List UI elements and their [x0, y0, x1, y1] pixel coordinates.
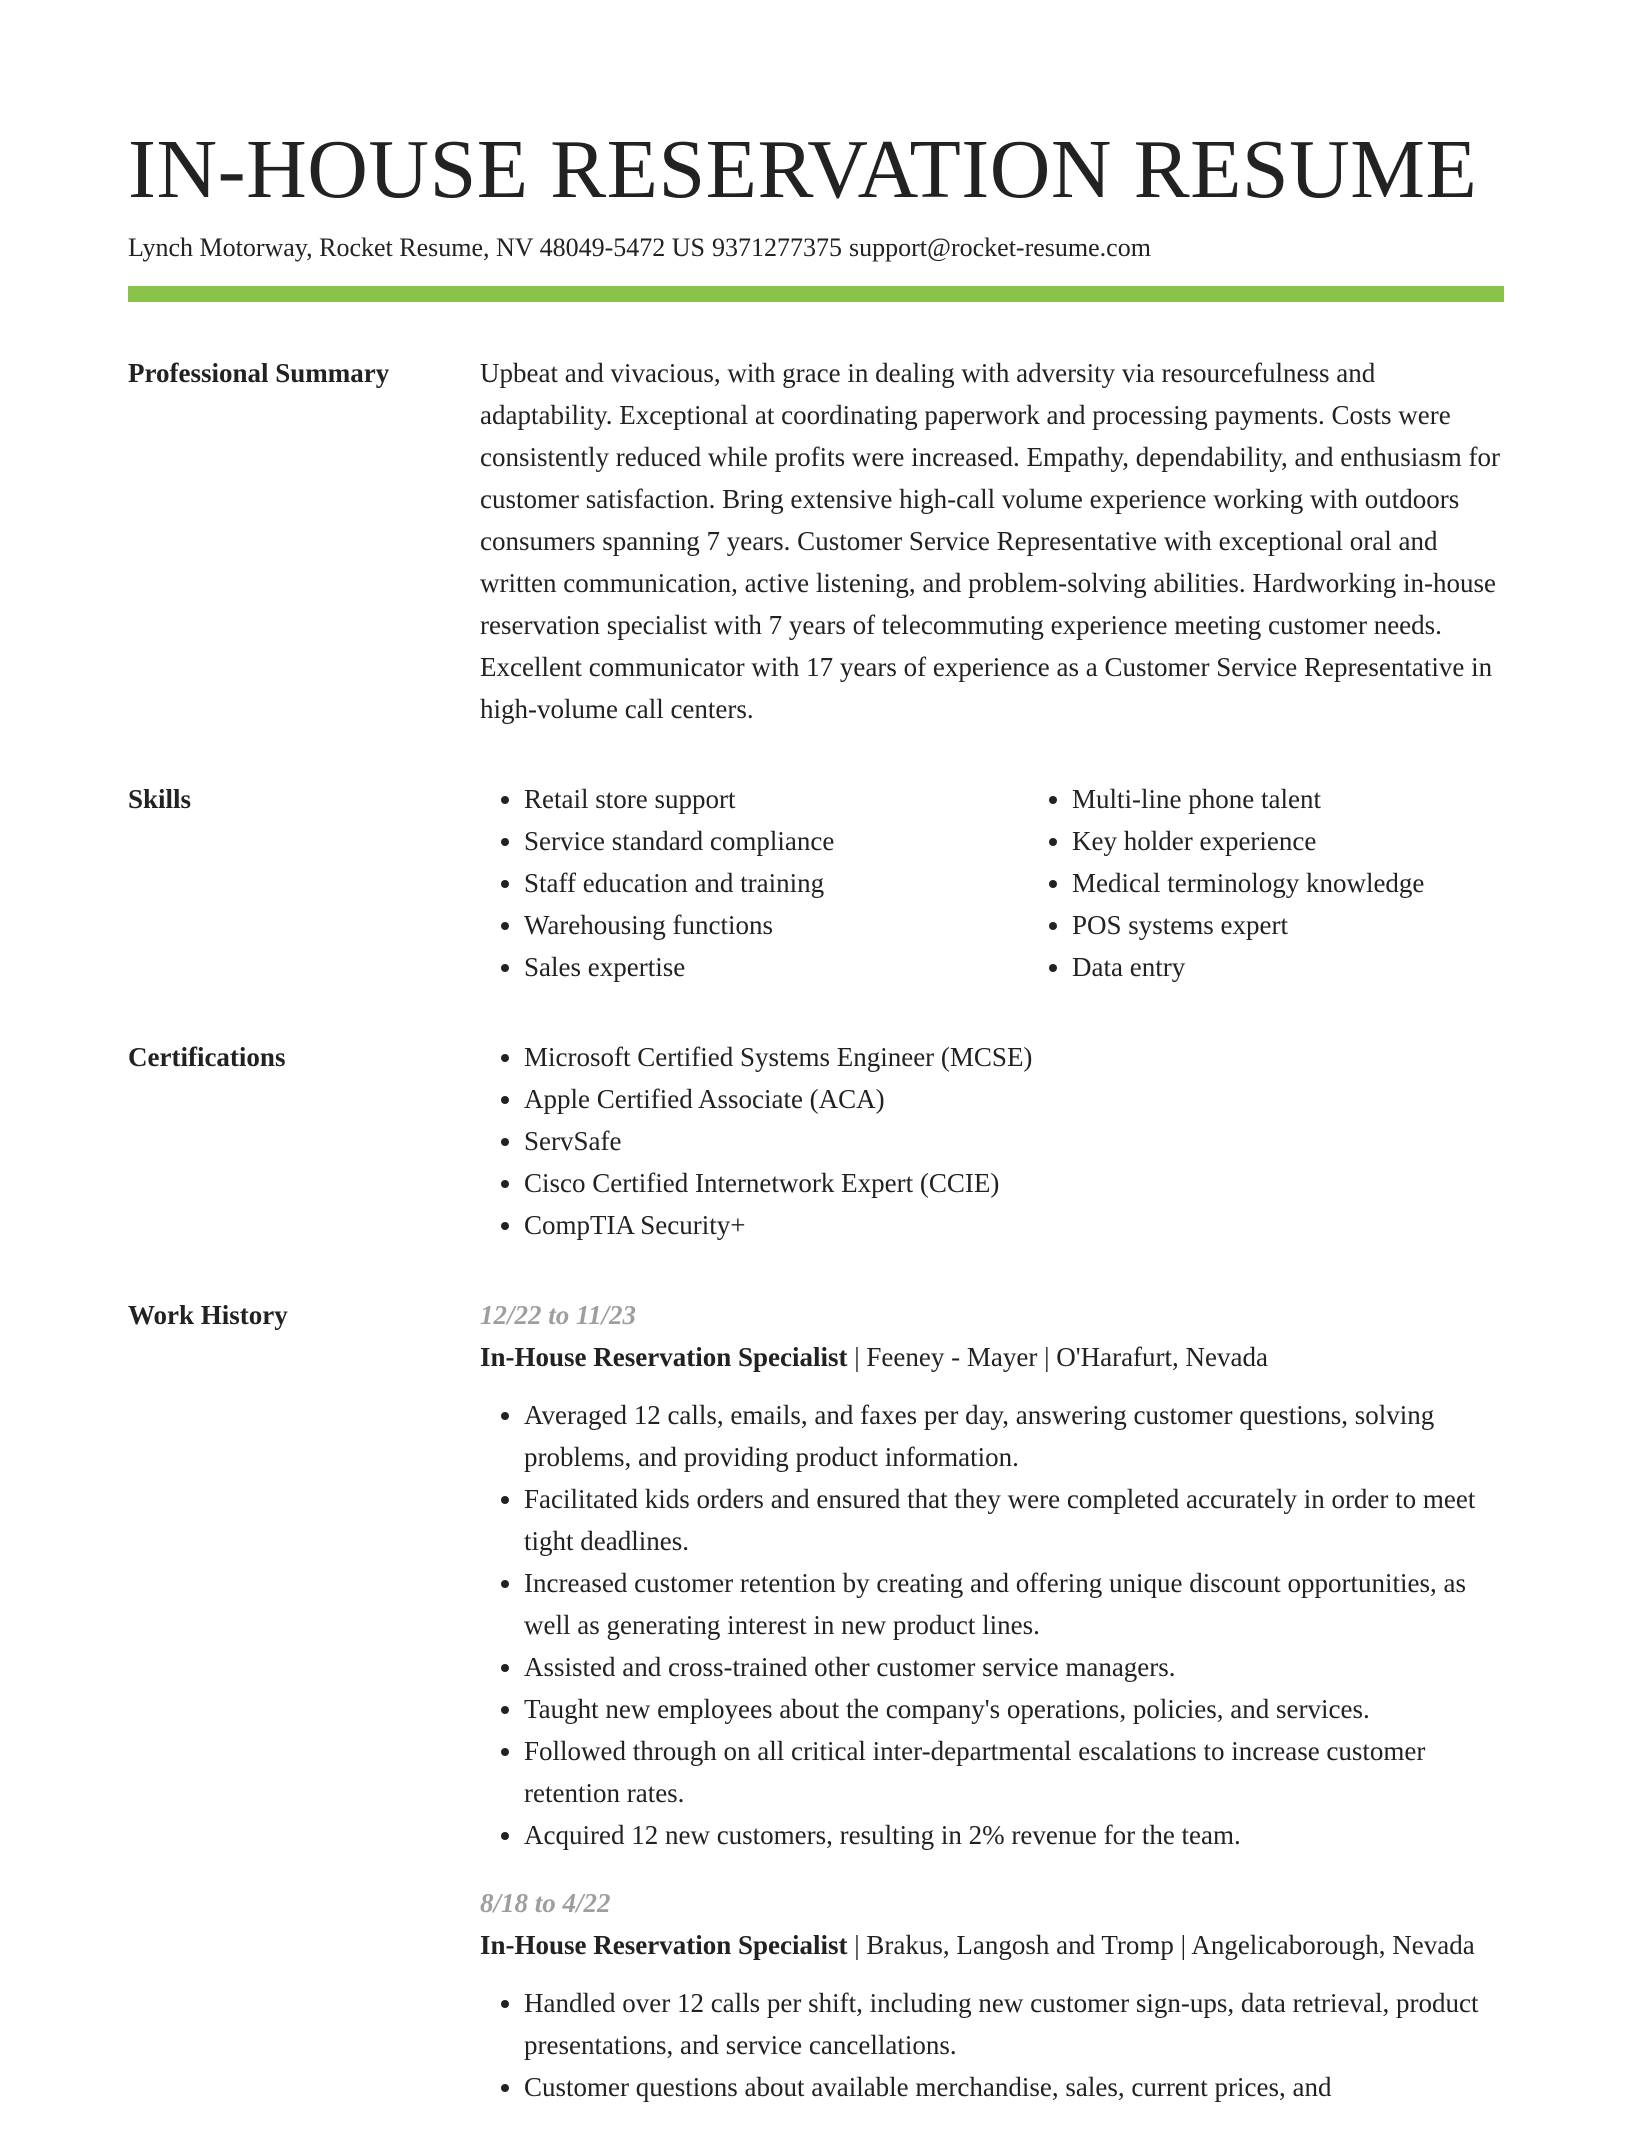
- skill-item: • Data entry: [1072, 946, 1576, 988]
- work-history-section: [128, 1294, 1504, 2134]
- job-dates: 12/22 to 11/23: [480, 1300, 637, 1330]
- summary-text: Upbeat and vivacious, with grace in dealing with adversity via resourcefulness and adaptability. Exceptional at coordinating paperwork and processing payments. Costs were consistently reduced while profits were increased. Empathy, dependability, and enthusiasm for customer satisfaction. Bring extensive high-call volume experience working with outdoors consumers spanning 7 years. Customer Service Representative with exceptional oral and written communication, active listening, and problem-solving abilities. Hardworking in-house reservation specialist with 7 years of telecommuting experience meeting customer needs. Excellent communicator with 17 years of experience as a Customer Service Representative in high-volume call centers.: [480, 358, 1500, 724]
- job-bullet: • Handled over 12 calls per shift, including new customer sign-ups, data retrieval, product presentations, and service cancellations.: [524, 1982, 1504, 2066]
- job-bullet: • Customer questions about available merchandise, sales, current prices, and: [524, 2066, 1504, 2108]
- certification-item: • Microsoft Certified Systems Engineer (MCSE): [524, 1036, 1504, 1078]
- certification-item: • ServSafe: [524, 1120, 1504, 1162]
- job-heading: [480, 1336, 1504, 1378]
- job-bullet: • Facilitated kids orders and ensured that they were completed accurately in order to meet tight deadlines.: [524, 1478, 1504, 1562]
- section-heading: Professional Summary: [128, 358, 390, 388]
- section-heading: Skills: [128, 784, 192, 814]
- skill-item: • Service standard compliance: [524, 820, 1028, 862]
- resume-title: IN-HOUSE RESERVATION RESUME: [128, 123, 1478, 216]
- skill-item: • POS systems expert: [1072, 904, 1576, 946]
- job-title: In-House Reservation Specialist: [480, 1342, 848, 1372]
- certifications-list: [480, 1036, 1504, 1246]
- skill-item: • Multi-line phone talent: [1072, 778, 1576, 820]
- job-company-location: | Brakus, Langosh and Tromp | Angelicaborough, Nevada: [854, 1930, 1475, 1960]
- skill-item: • Staff education and training: [524, 862, 1028, 904]
- job-bullet: • Assisted and cross-trained other customer service managers.: [524, 1646, 1504, 1688]
- job-bullets: [480, 1394, 1504, 1856]
- skill-item: • Medical terminology knowledge: [1072, 862, 1576, 904]
- skills-list-left: [480, 778, 1028, 988]
- certification-item: • Cisco Certified Internetwork Expert (CCIE): [524, 1162, 1504, 1204]
- job-bullet: • Averaged 12 calls, emails, and faxes per day, answering customer questions, solving problems, and providing product information.: [524, 1394, 1504, 1478]
- skill-item: • Key holder experience: [1072, 820, 1576, 862]
- resume-page: [128, 120, 1504, 2134]
- job-bullets: [480, 1982, 1504, 2108]
- contact-email: support@rocket-resume.com: [849, 233, 1151, 262]
- certification-item: • CompTIA Security+: [524, 1204, 1504, 1246]
- section-heading: Work History: [128, 1300, 288, 1330]
- skill-item: • Retail store support: [524, 778, 1028, 820]
- skill-item: • Sales expertise: [524, 946, 1028, 988]
- certifications-section: [128, 1036, 1504, 1246]
- job-bullet: • Taught new employees about the company's operations, policies, and services.: [524, 1688, 1504, 1730]
- job-bullet: • Acquired 12 new customers, resulting in 2% revenue for the team.: [524, 1814, 1504, 1856]
- job-bullet: • Followed through on all critical inter-departmental escalations to increase customer retention rates.: [524, 1730, 1504, 1814]
- job-entry: [480, 1294, 1504, 1856]
- contact-info: [128, 230, 1504, 266]
- summary-section: [128, 352, 1504, 730]
- job-heading: [480, 1924, 1504, 1966]
- job-bullet: • Increased customer retention by creating and offering unique discount opportunities, as well as generating interest in new product lines.: [524, 1562, 1504, 1646]
- skills-section: [128, 778, 1504, 988]
- job-company-location: | Feeney - Mayer | O'Harafurt, Nevada: [854, 1342, 1268, 1372]
- job-entry: [480, 1882, 1504, 2108]
- skill-item: • Warehousing functions: [524, 904, 1028, 946]
- skills-list-right: [1028, 778, 1576, 988]
- job-title: In-House Reservation Specialist: [480, 1930, 848, 1960]
- header-divider: [128, 286, 1504, 302]
- contact-phone: 9371277375: [712, 233, 843, 262]
- contact-address: Lynch Motorway, Rocket Resume, NV 48049-5472 US: [128, 233, 706, 262]
- section-heading: Certifications: [128, 1042, 286, 1072]
- certification-item: • Apple Certified Associate (ACA): [524, 1078, 1504, 1120]
- job-dates: 8/18 to 4/22: [480, 1888, 611, 1918]
